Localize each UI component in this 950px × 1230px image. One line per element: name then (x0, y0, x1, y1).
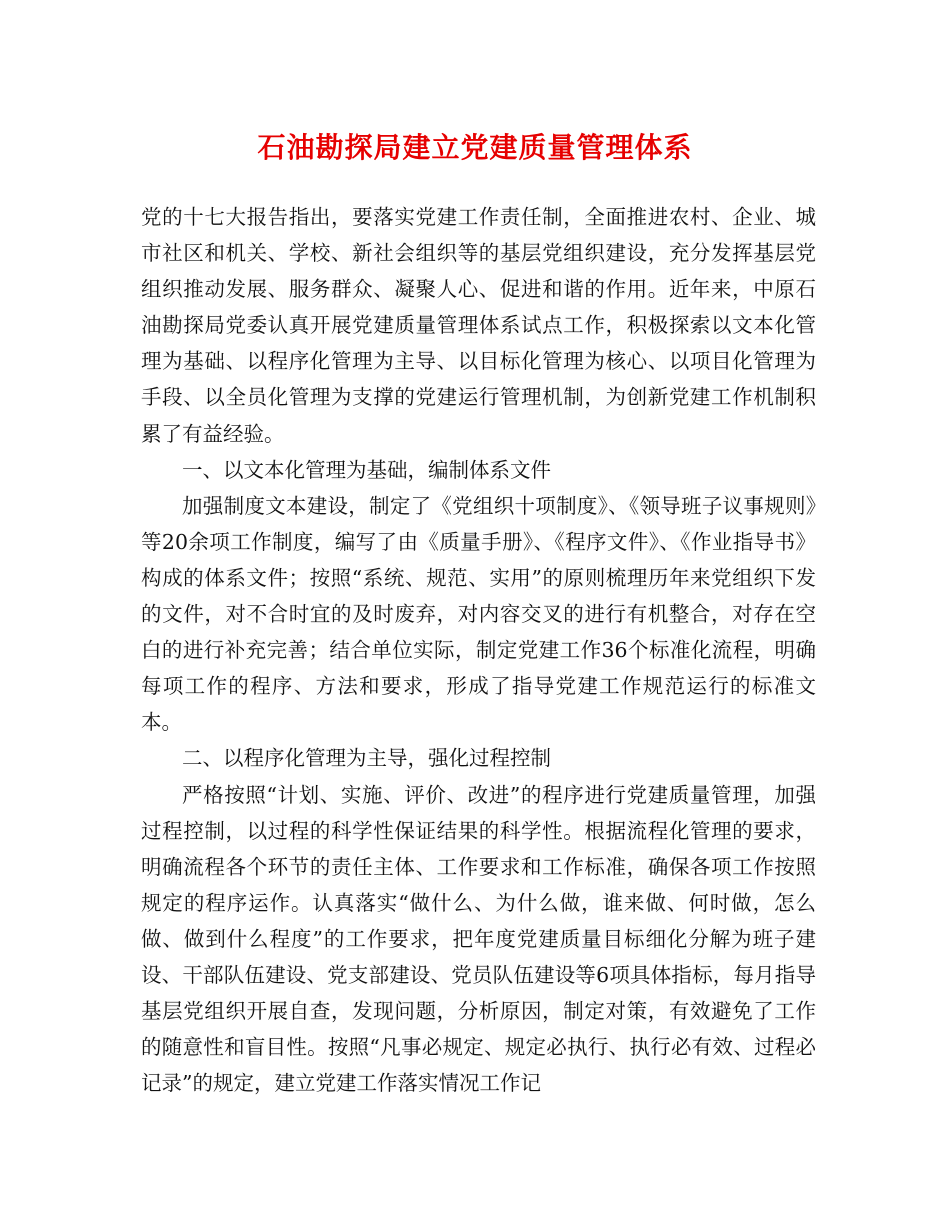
section-heading-2: 二、以程序化管理为主导，强化过程控制 (182, 746, 551, 771)
section-paragraph-1: 加强制度文本建设，制定了《党组织十项制度》、《领导班子议事规则》等20余项工作制度，编写了由《质量手册》、《程序文件》、《作业指导书》构成的体系文件；按照“系统、规范、实用”的原则梳理历年来党组织下发的文件，对不合时宜的及时废弃，对内容交叉的进行有机整合，对存在空白的进行补充完善；结合单位实际，制定党建工作36个标准化流程，明确每项工作的程序、方法和要求，形成了指导党建工作规范运行的标准文本。 (141, 493, 816, 735)
document-body (141, 199, 816, 1101)
intro-paragraph: 党的十七大报告指出，要落实党建工作责任制，全面推进农村、企业、城市社区和机关、学校、新社会组织等的基层党组织建设，充分发挥基层党组织推动发展、服务群众、凝聚人心、促进和谐的作用。近年来，中原石油勘探局党委认真开展党建质量管理体系试点工作，积极探索以文本化管理为基础、以程序化管理为主导、以目标化管理为核心、以项目化管理为手段、以全员化管理为支撑的党建运行管理机制，为创新党建工作机制积累了有益经验。 (141, 205, 816, 446)
section-paragraph-2: 严格按照“计划、实施、评价、改进”的程序进行党建质量管理，加强过程控制，以过程的科学性保证结果的科学性。根据流程化管理的要求，明确流程各个环节的责任主体、工作要求和工作标准，确保各项工作按照规定的程序运作。认真落实“做什么、为什么做，谁来做、何时做，怎么做、做到什么程度”的工作要求，把年度党建质量目标细化分解为班子建设、干部队伍建设、党支部建设、党员队伍建设等6项具体指标，每月指导基层党组织开展自查，发现问题，分析原因，制定对策，有效避免了工作的随意性和盲目性。按照“凡事必规定、规定必执行、执行必有效、过程必记录”的规定，建立党建工作落实情况工作记 (141, 782, 816, 1096)
document-title: 石油勘探局建立党建质量管理体系 (257, 131, 693, 164)
section-heading-1: 一、以文本化管理为基础，编制体系文件 (182, 457, 551, 482)
